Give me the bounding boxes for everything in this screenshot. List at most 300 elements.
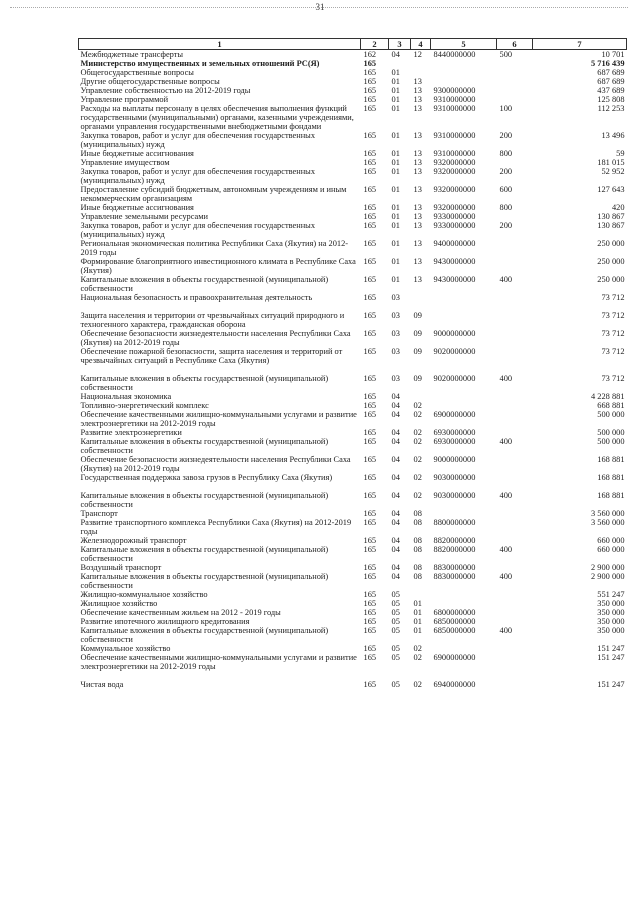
row-name: Формирование благоприятного инвестиционного климата в Республике Саха (Якутия) [80, 257, 356, 275]
table-row [79, 104, 627, 131]
row-expense-type-code [497, 86, 533, 95]
row-expense-type-code: 400 [499, 491, 513, 500]
row-subsection-code: 13 [413, 203, 422, 212]
row-amount: 3 560 000 [591, 518, 625, 527]
row-amount: 500 000 [597, 410, 625, 419]
row-amount: 151 247 [597, 653, 625, 662]
row-expense-type-code: 800 [499, 149, 513, 158]
table-row [79, 239, 627, 257]
row-gr-code: 162 [363, 50, 377, 59]
row-gr-code: 165 [363, 185, 377, 194]
row-target-code: 9400000000 [433, 239, 476, 248]
row-expense-type-code [497, 329, 533, 347]
row-subsection-code [411, 590, 431, 599]
row-name: Общегосударственные вопросы [80, 68, 194, 77]
row-name: Расходы на выплаты персоналу в целях обеспечения выполнения функций государственными (муниципальными) органами, казенными учреждениями, органами управления государственными внебюджетными фондами [80, 104, 354, 131]
row-amount: 437 689 [597, 86, 625, 95]
row-name: Министерство имущественных и земельных отношений РС(Я) [80, 59, 320, 68]
row-target-code: 8830000000 [433, 563, 476, 572]
table-row [79, 59, 627, 68]
row-target-code: 9430000000 [433, 257, 476, 266]
row-name: Иные бюджетные ассигнования [80, 149, 194, 158]
row-gr-code: 165 [363, 221, 377, 230]
table-row [79, 68, 627, 77]
row-expense-type-code [497, 644, 533, 653]
row-target-code: 6900000000 [433, 653, 476, 662]
row-target-code: 8440000000 [433, 50, 476, 59]
row-subsection-code: 08 [413, 509, 422, 518]
table-row [79, 167, 627, 185]
row-section-code: 04 [391, 401, 400, 410]
row-subsection-code: 02 [413, 644, 422, 653]
table-row [79, 257, 627, 275]
row-target-code: 9320000000 [433, 185, 476, 194]
row-gr-code: 165 [363, 653, 377, 662]
row-gr-code: 165 [363, 347, 377, 356]
row-section-code: 04 [391, 455, 400, 464]
row-section-code: 04 [391, 50, 400, 59]
table-row [79, 518, 627, 536]
row-target-code [431, 68, 497, 77]
row-subsection-code: 09 [413, 311, 422, 320]
row-expense-type-code: 400 [499, 545, 513, 554]
header-col-6: 6 [497, 39, 533, 50]
table-row [79, 617, 627, 626]
row-subsection-code: 13 [413, 185, 422, 194]
row-expense-type-code [497, 473, 533, 482]
table-row [79, 302, 627, 329]
row-section-code: 01 [391, 86, 400, 95]
row-gr-code: 165 [363, 329, 377, 338]
row-section-code: 01 [391, 239, 400, 248]
row-subsection-code: 13 [413, 95, 422, 104]
row-section-code: 03 [391, 293, 400, 302]
row-gr-code: 165 [363, 392, 377, 401]
row-subsection-code: 13 [413, 212, 422, 221]
row-amount: 73 712 [601, 347, 625, 356]
row-section-code: 01 [391, 68, 400, 77]
table-row [79, 50, 627, 60]
row-subsection-code: 02 [413, 428, 422, 437]
table-row [79, 401, 627, 410]
table-row [79, 347, 627, 365]
row-amount: 130 867 [597, 221, 625, 230]
row-gr-code: 165 [363, 545, 377, 554]
row-expense-type-code: 400 [499, 374, 513, 383]
row-section-code: 05 [391, 644, 400, 653]
table-row [79, 572, 627, 590]
row-expense-type-code: 400 [499, 626, 513, 635]
row-subsection-code: 08 [413, 518, 422, 527]
table-row [79, 410, 627, 428]
header-row [79, 39, 627, 50]
row-section-code: 01 [391, 275, 400, 284]
table-row [79, 185, 627, 203]
row-expense-type-code [497, 590, 533, 599]
table-row [79, 545, 627, 563]
row-gr-code: 165 [363, 239, 377, 248]
row-expense-type-code [497, 95, 533, 104]
row-section-code: 04 [391, 428, 400, 437]
row-subsection-code: 02 [413, 437, 422, 446]
row-gr-code: 165 [363, 491, 377, 500]
row-amount: 168 881 [597, 473, 625, 482]
row-name: Государственная поддержка завоза грузов в Республику Саха (Якутия) [80, 473, 333, 482]
row-subsection-code: 13 [413, 86, 422, 95]
row-section-code: 03 [391, 311, 400, 320]
row-gr-code: 165 [363, 95, 377, 104]
row-subsection-code [411, 293, 431, 302]
row-subsection-code [411, 68, 431, 77]
table-row [79, 221, 627, 239]
row-expense-type-code [497, 653, 533, 671]
row-target-code: 9330000000 [433, 221, 476, 230]
table-row [79, 275, 627, 293]
row-amount: 660 000 [597, 545, 625, 554]
table-row [79, 509, 627, 518]
row-gr-code: 165 [363, 608, 377, 617]
header-col-7: 7 [533, 39, 627, 50]
row-section-code: 03 [391, 374, 400, 383]
row-target-code: 8800000000 [433, 518, 476, 527]
row-name: Капитальные вложения в объекты государственной (муниципальной) собственности [80, 374, 329, 392]
row-amount: 500 000 [597, 437, 625, 446]
row-target-code: 9320000000 [433, 158, 476, 167]
row-amount: 112 253 [597, 104, 625, 113]
row-amount: 151 247 [597, 644, 625, 653]
row-section-code: 04 [391, 518, 400, 527]
table-row [79, 329, 627, 347]
row-amount: 3 560 000 [591, 509, 625, 518]
row-amount: 10 701 [601, 50, 625, 59]
row-section-code: 04 [391, 437, 400, 446]
row-amount: 13 496 [601, 131, 625, 140]
row-section-code: 05 [391, 599, 400, 608]
table-row [79, 536, 627, 545]
row-target-code: 6850000000 [433, 617, 476, 626]
row-subsection-code: 02 [413, 680, 422, 689]
row-expense-type-code [497, 599, 533, 608]
row-name: Обеспечение пожарной безопасности, защита населения и территорий от чрезвычайных ситуаций в Республике Саха (Якутия) [80, 347, 343, 365]
row-target-code: 9000000000 [433, 329, 476, 338]
row-amount: 551 247 [597, 590, 625, 599]
row-name: Управление земельными ресурсами [80, 212, 209, 221]
row-amount: 181 015 [597, 158, 625, 167]
row-name: Национальная экономика [80, 392, 172, 401]
row-name: Другие общегосударственные вопросы [80, 77, 220, 86]
table-row [79, 365, 627, 392]
row-name: Региональная экономическая политика Республики Саха (Якутия) на 2012-2019 годы [80, 239, 349, 257]
row-gr-code: 165 [363, 401, 377, 410]
row-expense-type-code: 200 [499, 167, 513, 176]
row-subsection-code: 09 [413, 329, 422, 338]
row-expense-type-code [497, 77, 533, 86]
row-target-code [431, 392, 497, 401]
row-expense-type-code [497, 392, 533, 401]
row-amount: 687 689 [597, 68, 625, 77]
row-expense-type-code: 200 [499, 221, 513, 230]
row-subsection-code: 08 [413, 563, 422, 572]
row-amount: 73 712 [601, 293, 625, 302]
row-name: Обеспечение безопасности жизнедеятельности населения Республики Саха (Якутия) на 2012-2019 годы [80, 329, 351, 347]
row-target-code [431, 509, 497, 518]
row-expense-type-code: 600 [499, 185, 513, 194]
table-row [79, 428, 627, 437]
row-expense-type-code [497, 158, 533, 167]
row-target-code: 9310000000 [433, 149, 476, 158]
page-number: 31 [315, 2, 325, 12]
row-section-code: 01 [391, 221, 400, 230]
row-amount: 151 247 [597, 680, 625, 689]
header-col-4: 4 [411, 39, 431, 50]
row-target-code: 9430000000 [433, 275, 476, 284]
row-amount: 350 000 [597, 599, 625, 608]
row-expense-type-code [497, 509, 533, 518]
row-subsection-code: 13 [413, 257, 422, 266]
row-gr-code: 165 [363, 257, 377, 266]
table-row [79, 653, 627, 671]
row-expense-type-code [497, 617, 533, 626]
row-gr-code: 165 [363, 428, 377, 437]
row-target-code: 6930000000 [433, 428, 476, 437]
row-subsection-code: 02 [413, 401, 422, 410]
row-expense-type-code [497, 239, 533, 257]
table-row [79, 293, 627, 302]
row-target-code: 9310000000 [433, 104, 476, 113]
row-section-code: 05 [391, 626, 400, 635]
row-target-code: 8820000000 [433, 536, 476, 545]
row-subsection-code: 13 [413, 149, 422, 158]
row-section-code: 01 [391, 167, 400, 176]
row-gr-code: 165 [363, 590, 377, 599]
row-amount: 250 000 [597, 257, 625, 266]
row-gr-code: 165 [363, 77, 377, 86]
row-expense-type-code [497, 563, 533, 572]
row-target-code: 9030000000 [433, 491, 476, 500]
header-col-2: 2 [361, 39, 389, 50]
row-section-code: 01 [391, 131, 400, 140]
row-name: Жилищное хозяйство [80, 599, 158, 608]
row-subsection-code: 01 [413, 599, 422, 608]
row-target-code: 9330000000 [433, 212, 476, 221]
table-row [79, 482, 627, 509]
row-name: Обеспечение качественными жилищно-коммунальными услугами и развитие электроэнергетики на 2012-2019 годы [80, 410, 357, 428]
row-amount: 168 881 [597, 455, 625, 464]
row-expense-type-code: 200 [499, 131, 513, 140]
row-section-code: 01 [391, 203, 400, 212]
row-target-code [431, 644, 497, 653]
row-subsection-code: 01 [413, 608, 422, 617]
row-subsection-code: 01 [413, 617, 422, 626]
row-amount: 660 000 [597, 536, 625, 545]
row-subsection-code: 08 [413, 545, 422, 554]
row-amount: 668 881 [597, 401, 625, 410]
header-col-1: 1 [79, 39, 361, 50]
row-name: Воздушный транспорт [80, 563, 162, 572]
row-name: Капитальные вложения в объекты государственной (муниципальной) собственности [80, 437, 329, 455]
row-subsection-code: 13 [413, 131, 422, 140]
row-gr-code: 165 [363, 437, 377, 446]
row-expense-type-code [497, 455, 533, 473]
row-expense-type-code [497, 68, 533, 77]
row-gr-code: 165 [363, 644, 377, 653]
row-gr-code: 165 [363, 86, 377, 95]
table-row [79, 212, 627, 221]
row-target-code: 6900000000 [433, 410, 476, 419]
table-row [79, 626, 627, 644]
row-expense-type-code [497, 671, 533, 689]
row-gr-code: 165 [363, 563, 377, 572]
table-row [79, 644, 627, 653]
row-gr-code: 165 [363, 680, 377, 689]
row-gr-code: 165 [363, 374, 377, 383]
row-section-code: 03 [391, 347, 400, 356]
row-section-code: 05 [391, 653, 400, 662]
row-subsection-code: 13 [413, 158, 422, 167]
row-amount: 500 000 [597, 428, 625, 437]
row-section-code: 05 [391, 608, 400, 617]
row-name: Развитие электроэнергетики [80, 428, 182, 437]
row-target-code [431, 293, 497, 302]
row-section-code: 01 [391, 77, 400, 86]
row-gr-code: 165 [363, 203, 377, 212]
row-section-code: 05 [391, 590, 400, 599]
row-expense-type-code [497, 608, 533, 617]
row-gr-code: 165 [363, 131, 377, 140]
table-row [79, 590, 627, 599]
row-name: Чистая вода [80, 680, 124, 689]
row-target-code: 9030000000 [433, 473, 476, 482]
table-row [79, 599, 627, 608]
row-name: Капитальные вложения в объекты государственной (муниципальной) собственности [80, 626, 329, 644]
row-gr-code: 165 [363, 536, 377, 545]
row-name: Топливно-энергетический комплекс [80, 401, 209, 410]
row-name: Управление имуществом [80, 158, 170, 167]
row-section-code [389, 59, 411, 68]
row-gr-code: 165 [363, 599, 377, 608]
row-section-code: 04 [391, 392, 400, 401]
row-expense-type-code: 100 [499, 104, 513, 113]
row-target-code: 9320000000 [433, 167, 476, 176]
row-target-code: 9020000000 [433, 347, 476, 356]
row-amount: 73 712 [601, 311, 625, 320]
row-subsection-code: 08 [413, 572, 422, 581]
row-target-code: 6940000000 [433, 680, 476, 689]
row-section-code: 04 [391, 563, 400, 572]
table-row [79, 95, 627, 104]
row-name: Капитальные вложения в объекты государственной (муниципальной) собственности [80, 491, 329, 509]
row-expense-type-code: 500 [499, 50, 513, 59]
row-target-code: 6930000000 [433, 437, 476, 446]
row-expense-type-code [497, 347, 533, 365]
row-subsection-code: 08 [413, 536, 422, 545]
row-target-code: 8830000000 [433, 572, 476, 581]
row-name: Железнодорожный транспорт [80, 536, 187, 545]
table-row [79, 437, 627, 455]
table-row [79, 203, 627, 212]
row-target-code: 6850000000 [433, 626, 476, 635]
row-amount: 52 952 [601, 167, 625, 176]
row-amount: 350 000 [597, 617, 625, 626]
row-subsection-code: 13 [413, 275, 422, 284]
row-subsection-code: 02 [413, 491, 422, 500]
table-row [79, 86, 627, 95]
row-section-code: 04 [391, 410, 400, 419]
row-target-code [431, 401, 497, 410]
row-subsection-code: 13 [413, 221, 422, 230]
row-section-code: 01 [391, 149, 400, 158]
row-name: Управление собственностью на 2012-2019 годы [80, 86, 251, 95]
table-row [79, 455, 627, 473]
row-target-code: 9310000000 [433, 131, 476, 140]
row-name: Транспорт [80, 509, 118, 518]
row-amount: 687 689 [597, 77, 625, 86]
row-name: Развитие ипотечного жилищного кредитования [80, 617, 250, 626]
row-name: Обеспечение безопасности жизнедеятельности населения Республики Саха (Якутия) на 2012-2019 годы [80, 455, 351, 473]
row-name: Обеспечение качественным жильем на 2012 - 2019 годы [80, 608, 281, 617]
row-name: Обеспечение качественными жилищно-коммунальными услугами и развитие электроэнергетики на 2012-2019 годы [80, 653, 357, 671]
row-section-code: 01 [391, 257, 400, 266]
row-subsection-code: 02 [413, 473, 422, 482]
header-col-3: 3 [389, 39, 411, 50]
row-amount: 4 228 881 [591, 392, 625, 401]
table-row [79, 131, 627, 149]
row-expense-type-code [497, 293, 533, 302]
row-section-code: 05 [391, 680, 400, 689]
row-amount: 125 808 [597, 95, 625, 104]
row-name: Капитальные вложения в объекты государственной (муниципальной) собственности [80, 572, 329, 590]
row-name: Закупка товаров, работ и услуг для обеспечения государственных (муниципальных) нужд [80, 131, 316, 149]
row-expense-type-code: 400 [499, 437, 513, 446]
budget-table [78, 38, 627, 689]
row-gr-code: 165 [363, 572, 377, 581]
row-target-code: 9300000000 [433, 86, 476, 95]
row-gr-code: 165 [363, 455, 377, 464]
row-section-code: 01 [391, 185, 400, 194]
row-target-code: 9310000000 [433, 95, 476, 104]
row-name: Развитие транспортного комплекса Республики Саха (Якутия) на 2012-2019 годы [80, 518, 352, 536]
row-target-code: 9320000000 [433, 203, 476, 212]
row-section-code: 04 [391, 572, 400, 581]
row-expense-type-code [497, 428, 533, 437]
row-section-code: 04 [391, 491, 400, 500]
row-subsection-code: 13 [413, 77, 422, 86]
row-subsection-code [411, 59, 431, 68]
row-section-code: 04 [391, 545, 400, 554]
row-expense-type-code: 400 [499, 572, 513, 581]
row-name: Защита населения и территории от чрезвычайных ситуаций природного и техногенного характера, гражданская оборона [80, 311, 345, 329]
row-amount: 350 000 [597, 608, 625, 617]
row-expense-type-code [497, 410, 533, 428]
row-subsection-code: 01 [413, 626, 422, 635]
row-name: Закупка товаров, работ и услуг для обеспечения государственных (муниципальных) нужд [80, 221, 316, 239]
table-row [79, 608, 627, 617]
row-target-code [431, 302, 497, 329]
row-gr-code: 165 [363, 509, 377, 518]
row-name: Предоставление субсидий бюджетным, автономным учреждениям и иным некоммерческим организациям [80, 185, 347, 203]
row-gr-code: 165 [363, 293, 377, 302]
row-section-code: 04 [391, 509, 400, 518]
row-target-code [431, 590, 497, 599]
row-target-code: 9020000000 [433, 374, 476, 383]
row-section-code: 01 [391, 104, 400, 113]
row-gr-code: 165 [363, 518, 377, 527]
row-expense-type-code [497, 212, 533, 221]
row-expense-type-code [497, 536, 533, 545]
row-expense-type-code [497, 302, 533, 329]
row-gr-code: 165 [363, 59, 377, 68]
row-name: Капитальные вложения в объекты государственной (муниципальной) собственности [80, 545, 329, 563]
